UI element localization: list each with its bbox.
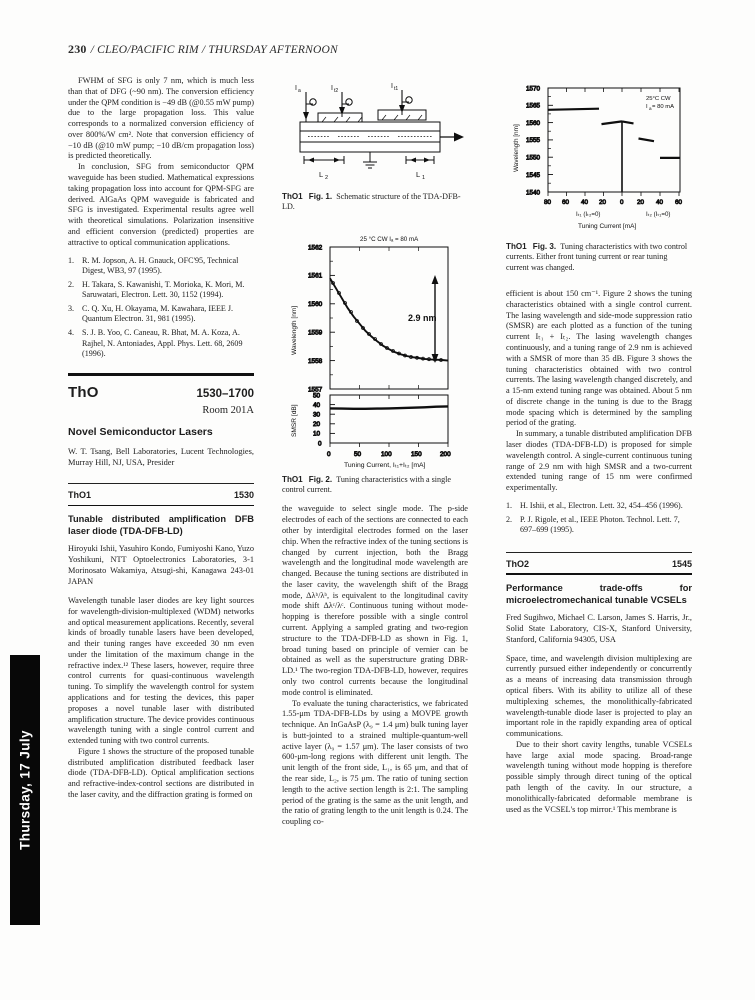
reference-item — [506, 501, 692, 511]
fig1-label-l2: L — [319, 170, 324, 179]
svg-text:a: a — [298, 88, 301, 94]
fig3-branches — [548, 109, 680, 158]
fig3-branch-4 — [639, 139, 655, 142]
paper-rule-top — [68, 483, 254, 484]
fig3-branch-1 — [548, 109, 599, 110]
reference-text: C. Q. Xu, H. Okayama, M. Kawahara, IEEE J. Quantum Electron. 31, 981 (1995). — [82, 303, 234, 324]
paper2-time: 1545 — [671, 558, 692, 569]
fig2-ylabel-smsr: SMSR [dB] — [291, 404, 298, 437]
reference-item — [506, 515, 692, 536]
fig3-xtick-l60: 60 — [562, 199, 570, 206]
reference-number: 2. — [68, 279, 75, 289]
fig2-xtick-50: 50 — [354, 450, 362, 458]
figure-1-number: Fig. 1. — [308, 192, 333, 201]
column-2 — [282, 76, 468, 828]
col3-paper2-body — [506, 654, 692, 816]
fig2-xtick-100: 100 — [381, 450, 392, 458]
fig3-xtick-c0: 0 — [620, 199, 624, 206]
fig2-ytick-1558: 1558 — [308, 357, 323, 365]
fig2-ytick-1562: 1562 — [308, 244, 323, 252]
reference-item — [68, 304, 254, 325]
reference-number: 1. — [68, 255, 75, 265]
figure-3-block — [506, 76, 692, 273]
paper-code-row — [68, 490, 254, 502]
figure-3-number: Fig. 3. — [532, 242, 557, 251]
paper-title: Tunable distributed amplification DFB laser diode (TDA-DFB-LD) — [68, 514, 254, 537]
figure-1-block — [282, 76, 468, 213]
figure-2-label: ThO1 — [282, 474, 303, 484]
fig2-ylabel-wavelength: Wavelength [nm] — [291, 305, 298, 355]
fig2-smsr-tick-0: 0 — [318, 440, 322, 448]
figure-3-caption — [506, 242, 692, 273]
session-code: ThO — [68, 384, 99, 402]
thumb-tab-label: Thursday, 17 July — [17, 730, 33, 850]
fig2-range-annotation: 2.9 nm — [408, 312, 437, 323]
figure-1-schematic — [282, 76, 468, 188]
col3-paper2-para-2: Due to their short cavity lengths, tunable VCSELs have large axial mode spacing. Broad-range wavelength tuning without mode hopping is therefore possible simply through direct tuning of the optical path length of the cavity. In our structure, a monolithically-fabricated deformable membrane is used as the VCSEL's top mirror.¹ This membrane is — [506, 739, 692, 814]
col1-para-2: In conclusion, SFG from semiconductor QPM waveguide has been studied. Mathematical expressions taking propagation loss into account for QPM-SFG are derived. AlGaAs QPM waveguide is fabricated and SFG is investigated. Experimental results agree well with theoretical simulations. Polarization insensitive and efficient conversion (predicted) properties are attractive to optical communication applications. — [68, 162, 254, 247]
figure-3-caption-text: Tuning characteristics with two control currents. Either front tuning current or rear tuning current was changed. — [506, 242, 688, 272]
svg-text:t1: t1 — [394, 86, 399, 92]
reference-number: 1. — [506, 500, 513, 510]
reference-text: S. J. B. Yoo, C. Caneau, R. Bhat, M. A. Koza, A. Rajhel, N. Antoniades, Appl. Phys. Lett. 68, 2609 (1996). — [82, 328, 243, 358]
fig2-smsr-tick-30: 30 — [313, 411, 321, 419]
fig3-ytick-1565: 1565 — [526, 102, 541, 110]
paper2-code-row — [506, 559, 692, 571]
fig1-label-l1: L — [416, 170, 421, 179]
col2-body — [282, 504, 468, 827]
reference-text: H. Ishii, et al., Electron. Lett. 32, 454–456 (1996). — [520, 500, 683, 510]
svg-text:a: a — [649, 106, 652, 111]
col3-body-para-2: In summary, a tunable distributed amplification DFB laser diodes (TDA-DFB-LD) is proposed for simple wavelength control. A single-current continuous tuning range of 2.9 nm with high SMSR and a two-current extended tuning range of 15 nm were confirmed experimentally. — [506, 429, 692, 493]
session-header-block — [68, 373, 254, 469]
paper2-code: ThO2 — [506, 558, 530, 569]
paper-rule-bottom — [68, 505, 254, 507]
fig3-xtick-l20: 20 — [599, 199, 607, 206]
column-1 — [68, 76, 254, 801]
fig2-ytick-1559: 1559 — [308, 329, 323, 337]
fig1-label-it1: I — [391, 83, 393, 90]
figure-3-chart — [506, 76, 692, 238]
col3-body-para-1: efficient is about 150 cm⁻¹. Figure 2 shows the tuning characteristics obtained with a single control current. The lasing wavelength and side-mode suppression ratio (SMSR) are each plotted as a function of the tuning current Iₜ₁ + Iₜ₂. The lasing wavelength changes continuously, and a tuning range of 2.9 nm is achieved with a SMSR of more than 35 dB. Figure 3 shows the tuning characteristics obtained with two control currents. The lasing wavelength changed discretely, and a 15-nm extend tuning range was obtained. About 5 nm of discrete change in the tuning is due to the Bragg mode spacing which is determined by the sampling period of the grating. — [506, 289, 692, 428]
col1-body-para-1: Wavelength tunable laser diodes are key light sources for wavelength-division-multiplexed (WDM) networks and optical measurement applications. Recently, several kinds of broadly tunable lasers have been developed, and their tuning ranges have exceeded 30 nm even under the limitation of the maximum change in the refractive index.¹² These lasers, however, require three control currents for quasi-continuous wavelength tuning. To simplify the wavelength control for system applications and for testing the devices, this paper proposes a novel tunable laser with distributed amplification structure. The device provides continuous wavelength tuning with a single control current and extended tuning with two control currents. — [68, 595, 254, 746]
fig3-ytick-1550: 1550 — [526, 154, 541, 162]
fig3-ytick-1555: 1555 — [526, 137, 541, 145]
figure-2-number: Fig. 2. — [308, 474, 333, 484]
col3-body — [506, 289, 692, 494]
fig2-xtick-0: 0 — [327, 450, 331, 458]
figure-3-label: ThO1 — [506, 242, 527, 251]
column-3 — [506, 76, 692, 815]
figure-1-label: ThO1 — [282, 192, 303, 201]
fig3-xtick-l40: 40 — [581, 199, 589, 206]
session-time: 1530–1700 — [196, 388, 254, 401]
reference-number: 2. — [506, 514, 513, 524]
reference-item — [68, 280, 254, 301]
col1-paper-body — [68, 596, 254, 801]
session-code-row — [68, 383, 254, 403]
fig3-annotation-line2: I — [646, 104, 648, 110]
fig2-xtick-150: 150 — [411, 450, 422, 458]
col1-para-1: FWHM of SFG is only 7 nm, which is much less than that of DFG (~90 nm). The conversion efficiency under the QPM condition is −49 dB (@0.55 mW pump) due to the large propagation loss. This value corresponds to a normalized conversion efficiency of over 800%/W cm². Note that conversion efficiency of −10 dB (@10 mW pump; −10 dB/cm propagation loss) is predicted theoretically. — [68, 76, 254, 161]
fig3-annotation-line1: 25°C CW — [646, 96, 671, 102]
fig1-label-ia: I — [295, 85, 297, 92]
fig3-ytick-1545: 1545 — [526, 171, 541, 179]
svg-text:2: 2 — [325, 175, 329, 181]
paper2-title: Performance trade-offs for microelectromechanical tunable VCSELs — [506, 582, 692, 605]
running-head-text: / CLEO/PACIFIC RIM / THURSDAY AFTERNOON — [90, 44, 338, 56]
figure-2-block — [282, 225, 468, 496]
fig2-ytick-1560: 1560 — [308, 300, 323, 308]
fig3-ytick-1560: 1560 — [526, 119, 541, 127]
paper2-rule-top — [506, 552, 692, 553]
paper2-rule-bottom — [506, 573, 692, 575]
session-rule-top — [68, 373, 254, 376]
thumb-tab-day — [10, 655, 40, 925]
col1-body-para-2: Figure 1 shows the structure of the proposed tunable distributed amplification distributed feedback laser diode (TDA-DFB-LD). Optical amplification sections and refractive-index-control sections are distributed in the laser cavity, and the diffraction grating is formed on — [68, 746, 254, 800]
paper-authors: Hiroyuki Ishii, Yasuhiro Kondo, Fumiyoshi Kano, Yuzo Yoshikuni, NTT Optoelectronics Laboratories, 3-1 Morinosato Wakamiya, Atsugi-shi, Kanagawa 243-01 JAPAN — [68, 544, 254, 587]
reference-text: R. M. Jopson, A. H. Gnauck, OFC'95, Technical Digest, WB3, 97 (1995). — [82, 255, 239, 275]
reference-number: 3. — [68, 303, 75, 313]
fig2-smsr-tick-50: 50 — [313, 392, 321, 400]
paper2-authors: Fred Sugihwo, Michael C. Larson, James S. Harris, Jr., Solid State Laboratory, CIS-X, Stanford University, Stanford, California 94305, USA — [506, 612, 692, 644]
figure-2-chart — [282, 225, 468, 471]
fig2-smsr-curve — [330, 406, 448, 408]
svg-text:= 80 mA: = 80 mA — [652, 104, 675, 110]
paper-time: 1530 — [233, 489, 254, 500]
fig2-ytick-1557: 1557 — [308, 386, 323, 394]
col3-paper2-para-1: Space, time, and wavelength division multiplexing are currently pursued either independently or concurrently as a means of increasing data transmission through optical fibers. With its ability to utilize all of these multiplexing schemes, the monolithically-fabricated wavelength-tunable diode laser is projected to play an important role in the rapidly expanding area of optical communications. — [506, 653, 692, 739]
fig3-xlabel-left: Iₜ₁ (Iₜ₂=0) — [576, 211, 601, 218]
fig3-ylabel: Wavelength [nm] — [513, 124, 520, 172]
fig2-ytick-1561: 1561 — [308, 272, 323, 280]
paper-header-tho2 — [506, 552, 692, 646]
reference-item — [68, 256, 254, 277]
figure-2-caption-text: Tuning characteristics with a single control current. — [282, 474, 451, 495]
reference-text: H. Takara, S. Kawanishi, T. Morioka, K. Mori, M. Saruwatari, Electron. Lett. 30, 1152 (1994). — [82, 279, 245, 300]
figure-2-caption — [282, 475, 468, 496]
col2-body-para-2: To evaluate the tuning characteristics, we fabricated 1.55-μm TDA-DFB-LDs by using a MOVPE growth technique. An InGaAsP (λ₉ = 1.4 μm) bulk tuning layer is butt-jointed to a strained multiple-quantum-well active layer (λ₉ = 1.57 μm). The laser consists of two 600-μm-long regions with different unit length. The unit length of the front side, L₁, is 65 μm, and that of the rear side, L₂, is 75 μm. The ratio of tuning section length to the active section length is 2:1. The sampling period of the grating is the same as the unit length, and the ratio of grating length to the unit length is 0.24. The coupling co- — [282, 698, 468, 827]
col3-reference-list — [506, 501, 692, 536]
fig1-label-it2: I — [331, 85, 333, 92]
fig3-xtick-r60: 60 — [675, 199, 683, 206]
fig2-smsr-tick-20: 20 — [313, 420, 321, 428]
paper-header-tho1 — [68, 483, 254, 588]
fig3-branch-2 — [602, 121, 623, 124]
fig2-xlabel: Tuning Current, Iₜ₁+Iₜ₂ [mA] — [344, 461, 426, 469]
fig3-branch-3 — [622, 121, 634, 123]
fig3-xlabel: Tuning Current [mA] — [578, 223, 637, 230]
session-chair: W. T. Tsang, Bell Laboratories, Lucent Technologies, Murray Hill, NJ, USA, Presider — [68, 447, 254, 467]
fig2-smsr-tick-40: 40 — [313, 401, 321, 409]
fig3-xtick-r40: 40 — [656, 199, 664, 206]
reference-number: 4. — [68, 328, 75, 338]
fig2-condition-annotation: 25 °C CW Iₐ = 80 mA — [360, 235, 419, 243]
fig3-ytick-1570: 1570 — [526, 85, 541, 93]
session-room: Room 201A — [202, 404, 254, 416]
reference-text: P. J. Rigole, et al., IEEE Photon. Technol. Lett. 7, 697–699 (1995). — [520, 514, 680, 535]
running-head — [68, 42, 688, 57]
fig3-ytick-1540: 1540 — [526, 189, 541, 197]
figure-1-caption-text: Schematic structure of the TDA-DFB-LD. — [282, 192, 461, 212]
fig2-smsr-tick-10: 10 — [313, 430, 321, 438]
fig2-xtick-200: 200 — [440, 450, 451, 458]
paper-code: ThO1 — [68, 489, 92, 500]
fig3-xtick-l80: 80 — [544, 199, 552, 206]
page-folio: 230 — [68, 42, 87, 56]
col2-body-para-1: the waveguide to select single mode. The p-side electrodes of each of the sections are connected to each other by interdigital electrodes formed on the laser chip. When the refractive index of the tuning sections is changed by current injection, both the Bragg wavelength and the longitudinal mode wavelength are changed. Because the tuning sections are distributed in the laser cavity, the wavelength shift of the Bragg mode, Δλᵇ/λᵇ, is equivalent to the longitudinal cavity mode shift Δλᶜ/λᶜ. Continuous tuning without mode-hopping is therefore possible with a single control current. Applying a sampled grating and two-region structure to the TDA-DFB-LD as shown in Fig. 1, broad tuning based on principle of vernier can be obtained as well as the superstructure grating DBR-LD.¹ The two-region TDA-DFB-LD, however, requires only two control currents because the longitudinal mode control is eliminated. — [282, 504, 468, 697]
session-title: Novel Semiconductor Lasers — [68, 426, 213, 439]
fig3-xlabel-right: Iₜ₂ (Iₜ₁=0) — [646, 211, 671, 218]
figure-1-caption — [282, 192, 468, 213]
fig3-xtick-r20: 20 — [637, 199, 645, 206]
svg-text:1: 1 — [422, 175, 426, 181]
reference-item — [68, 328, 254, 359]
svg-text:t2: t2 — [334, 88, 339, 94]
col1-reference-list — [68, 256, 254, 360]
